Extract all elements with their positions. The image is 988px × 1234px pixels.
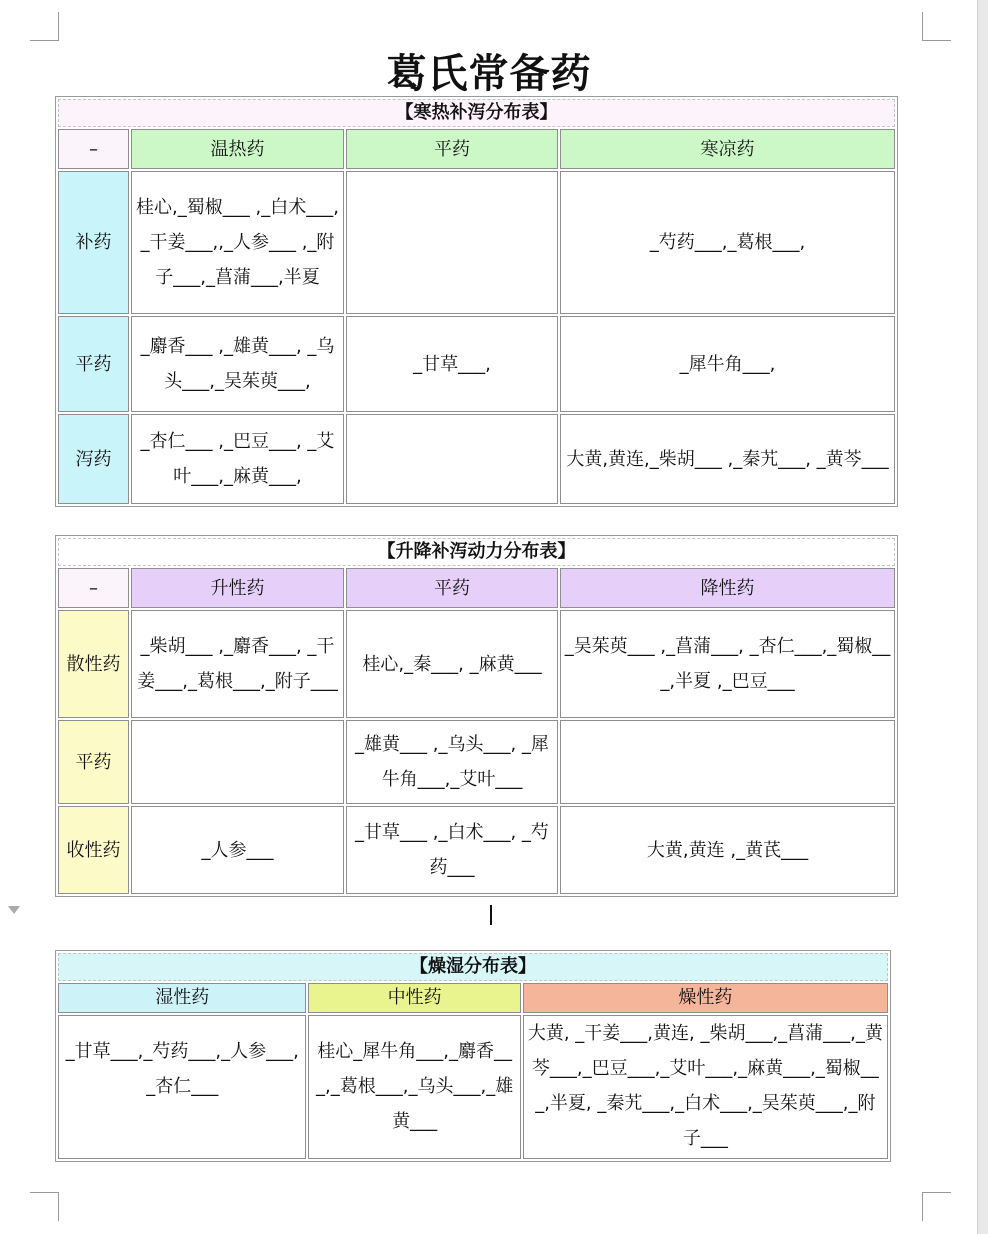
table-row (58, 414, 895, 504)
page-title: 葛氏常备药 (386, 51, 592, 97)
collapse-arrow-icon[interactable] (8, 906, 20, 914)
row-label: 补药 (58, 171, 129, 314)
table-cell: _芍药___,_葛根___, (560, 171, 895, 314)
page-corner-mark-top-right (922, 12, 951, 41)
row-label: 平药 (58, 316, 129, 412)
table-cell: 桂心,_秦___, _麻黄___ (346, 610, 558, 718)
table-row (58, 1015, 888, 1159)
table-cell: _麝香___ ,_雄黄___, _乌头___,_吴茱萸___, (131, 316, 344, 412)
table-row (58, 171, 895, 314)
column-header-descending: 降性药 (560, 568, 895, 608)
column-header-warm: 温热药 (131, 129, 344, 169)
column-header-wet: 湿性药 (58, 983, 306, 1013)
row-label: 泻药 (58, 414, 129, 504)
column-header-rising: 升性药 (131, 568, 344, 608)
table-caption: 【寒热补泻分布表】 (58, 99, 895, 127)
table-row (58, 610, 895, 718)
table-cell: 桂心,_蜀椒___ ,_白术___,_干姜___,,_人参___ ,_附子___,_菖蒲___,半夏 (131, 171, 344, 314)
column-header-dry: 燥性药 (523, 983, 888, 1013)
table-cell: _甘草___ ,_白术___, _芍药___ (346, 806, 558, 894)
row-label: 收性药 (58, 806, 129, 894)
column-header-neutral: 中性药 (308, 983, 520, 1013)
text-cursor (490, 905, 492, 925)
corner-cell: – (58, 568, 129, 608)
table-cell (346, 171, 558, 314)
page-corner-mark-bottom-left (30, 1192, 59, 1221)
table-lift-descend (55, 535, 898, 897)
table-caption: 【升降补泻动力分布表】 (58, 538, 895, 566)
row-label: 散性药 (58, 610, 129, 718)
table-cell (560, 720, 895, 804)
corner-cell: – (58, 129, 129, 169)
table-row (58, 806, 895, 894)
table-cell: 大黄,黄连 ,_黄芪___ (560, 806, 895, 894)
table-row (58, 316, 895, 412)
column-header-neutral: 平药 (346, 568, 558, 608)
table-cell: 大黄,黄连,_柴胡___ ,_秦艽___, _黄芩___ (560, 414, 895, 504)
scrollbar-track[interactable] (977, 0, 988, 1234)
page-corner-mark-top-left (30, 12, 59, 41)
table-cell: _吴茱萸___ ,_菖蒲___, _杏仁___,_蜀椒___,半夏 ,_巴豆___ (560, 610, 895, 718)
table-caption: 【燥湿分布表】 (58, 953, 888, 981)
table-cell: _柴胡___ ,_麝香___, _干姜___,_葛根___,_附子___ (131, 610, 344, 718)
page-corner-mark-bottom-right (922, 1192, 951, 1221)
table-cell: _雄黄___ ,_乌头___, _犀牛角___,_艾叶___ (346, 720, 558, 804)
table-cell: _甘草___, (346, 316, 558, 412)
table-cell (346, 414, 558, 504)
table-cell (131, 720, 344, 804)
table-cell: 大黄, _干姜___,黄连, _柴胡___,_菖蒲___,_黄芩___,_巴豆___,_艾叶___,_麻黄___,_蜀椒___,半夏, _秦艽___,_白术___,_吴茱萸___,_附子___ (523, 1015, 888, 1159)
table-row (58, 720, 895, 804)
column-header-cold: 寒凉药 (560, 129, 895, 169)
column-header-neutral: 平药 (346, 129, 558, 169)
row-label: 平药 (58, 720, 129, 804)
table-cell: _犀牛角___, (560, 316, 895, 412)
table-cell: _甘草___,_芍药___,_人参___,_杏仁___ (58, 1015, 306, 1159)
table-dry-wet (55, 950, 891, 1162)
table-cell: 桂心_犀牛角___,_麝香___,_葛根___,_乌头___,_雄黄___ (308, 1015, 520, 1159)
table-hot-cold (55, 96, 898, 507)
table-cell: _杏仁___ ,_巴豆___, _艾叶___,_麻黄___, (131, 414, 344, 504)
table-cell: _人参___ (131, 806, 344, 894)
